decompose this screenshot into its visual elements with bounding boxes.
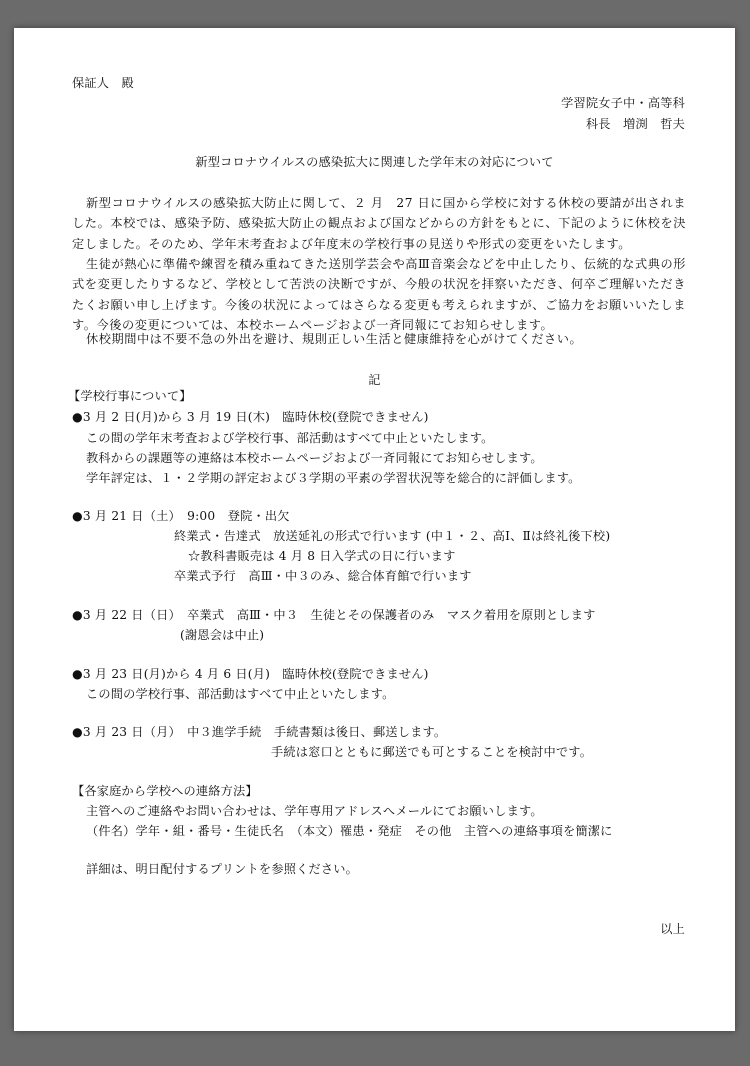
event-2-line-2: ☆教科書販売は 4 月 8 日入学式の日に行います — [188, 549, 456, 563]
event-5-heading: ●3 月 23 日（月） 中３進学手続 手続書類は後日、郵送します。 — [72, 725, 447, 739]
document-page — [14, 28, 735, 1031]
events-heading: 【学校行事について】 — [68, 389, 192, 403]
event-4-line-1: この間の学校行事、部活動はすべて中止といたします。 — [86, 687, 395, 701]
contact-line-2: （件名）学年・組・番号・生徒氏名 （本文）罹患・発症 その他 主管への連絡事項を簡潔に — [86, 824, 613, 838]
event-2-heading: ●3 月 21 日（土） 9:00 登院・出欠 — [72, 509, 290, 523]
body-paragraph-3: 休校期間中は不要不急の外出を避け、規則正しい生活と健康維持を心がけてください。 — [86, 332, 583, 346]
body-paragraph-1: 新型コロナウイルスの感染拡大防止に関して、２ 月 27 日に国から学校に対する休校の要請が出されました。本校では、感染予防、感染拡大防止の観点および国などからの方針をもとに、下記のように休校を決定しました。そのため、学年末考査および年度末の学校行事の見送りや形式の変更をいたします。 — [72, 196, 686, 251]
event-1-line-3: 学年評定は、１・２学期の評定および３学期の平素の学習状況等を総合的に評価します。 — [86, 471, 581, 485]
event-1-line-1: この間の学年末考査および学校行事、部活動はすべて中止といたします。 — [86, 431, 494, 445]
closing-ijo: 以上 — [660, 922, 685, 936]
body-paragraph-2: 生徒が熱心に準備や練習を積み重ねてきた送別学芸会や高Ⅲ音楽会などを中止したり、伝統的な式典の形式を変更したりするなど、学校として苦渋の決断ですが、今般の状況を拝察いただき、何卒ご理解いただきたくお願い申し上げます。今後の状況によってはさらなる変更も考えられますが、ご協力をお願いいたします。今後の変更については、本校ホームページおよび一斉同報にてお知らせします。 — [72, 257, 686, 332]
contact-line-1: 主管へのご連絡やお問い合わせは、学年専用アドレスへメールにてお願いします。 — [86, 804, 543, 818]
document-title: 新型コロナウイルスの感染拡大に関連した学年末の対応について — [195, 155, 554, 169]
sender-name: 科長 増渕 哲夫 — [585, 117, 685, 131]
event-5-line-1: 手続は窓口とともに郵送でも可とすることを検討中です。 — [271, 745, 593, 759]
details-note: 詳細は、明日配付するプリントを参照ください。 — [86, 862, 359, 876]
event-1-heading: ●3 月 2 日(月)から 3 月 19 日(木) 臨時休校(登院できません) — [72, 410, 429, 424]
event-4-heading: ●3 月 23 日(月)から 4 月 6 日(月) 臨時休校(登院できません) — [72, 667, 429, 681]
event-2-line-1: 終業式・告達式 放送延礼の形式で行います (中１・２、高Ⅰ、Ⅱは終礼後下校) — [174, 529, 611, 543]
event-2-line-3: 卒業式予行 高Ⅲ・中３のみ、総合体育館で行います — [174, 569, 472, 583]
event-3-line-1: (謝恩会は中止) — [180, 628, 265, 642]
ki-heading: 記 — [368, 373, 381, 387]
addressee: 保証人 殿 — [72, 76, 134, 90]
school-name: 学習院女子中・高等科 — [561, 96, 685, 110]
event-3-heading: ●3 月 22 日（日） 卒業式 高Ⅲ・中３ 生徒とその保護者のみ マスク着用を原則とします — [72, 608, 596, 622]
event-1-line-2: 教科からの課題等の連絡は本校ホームページおよび一斉同報にてお知らせします。 — [86, 451, 543, 465]
contact-heading: 【各家庭から学校への連絡方法】 — [72, 784, 258, 798]
